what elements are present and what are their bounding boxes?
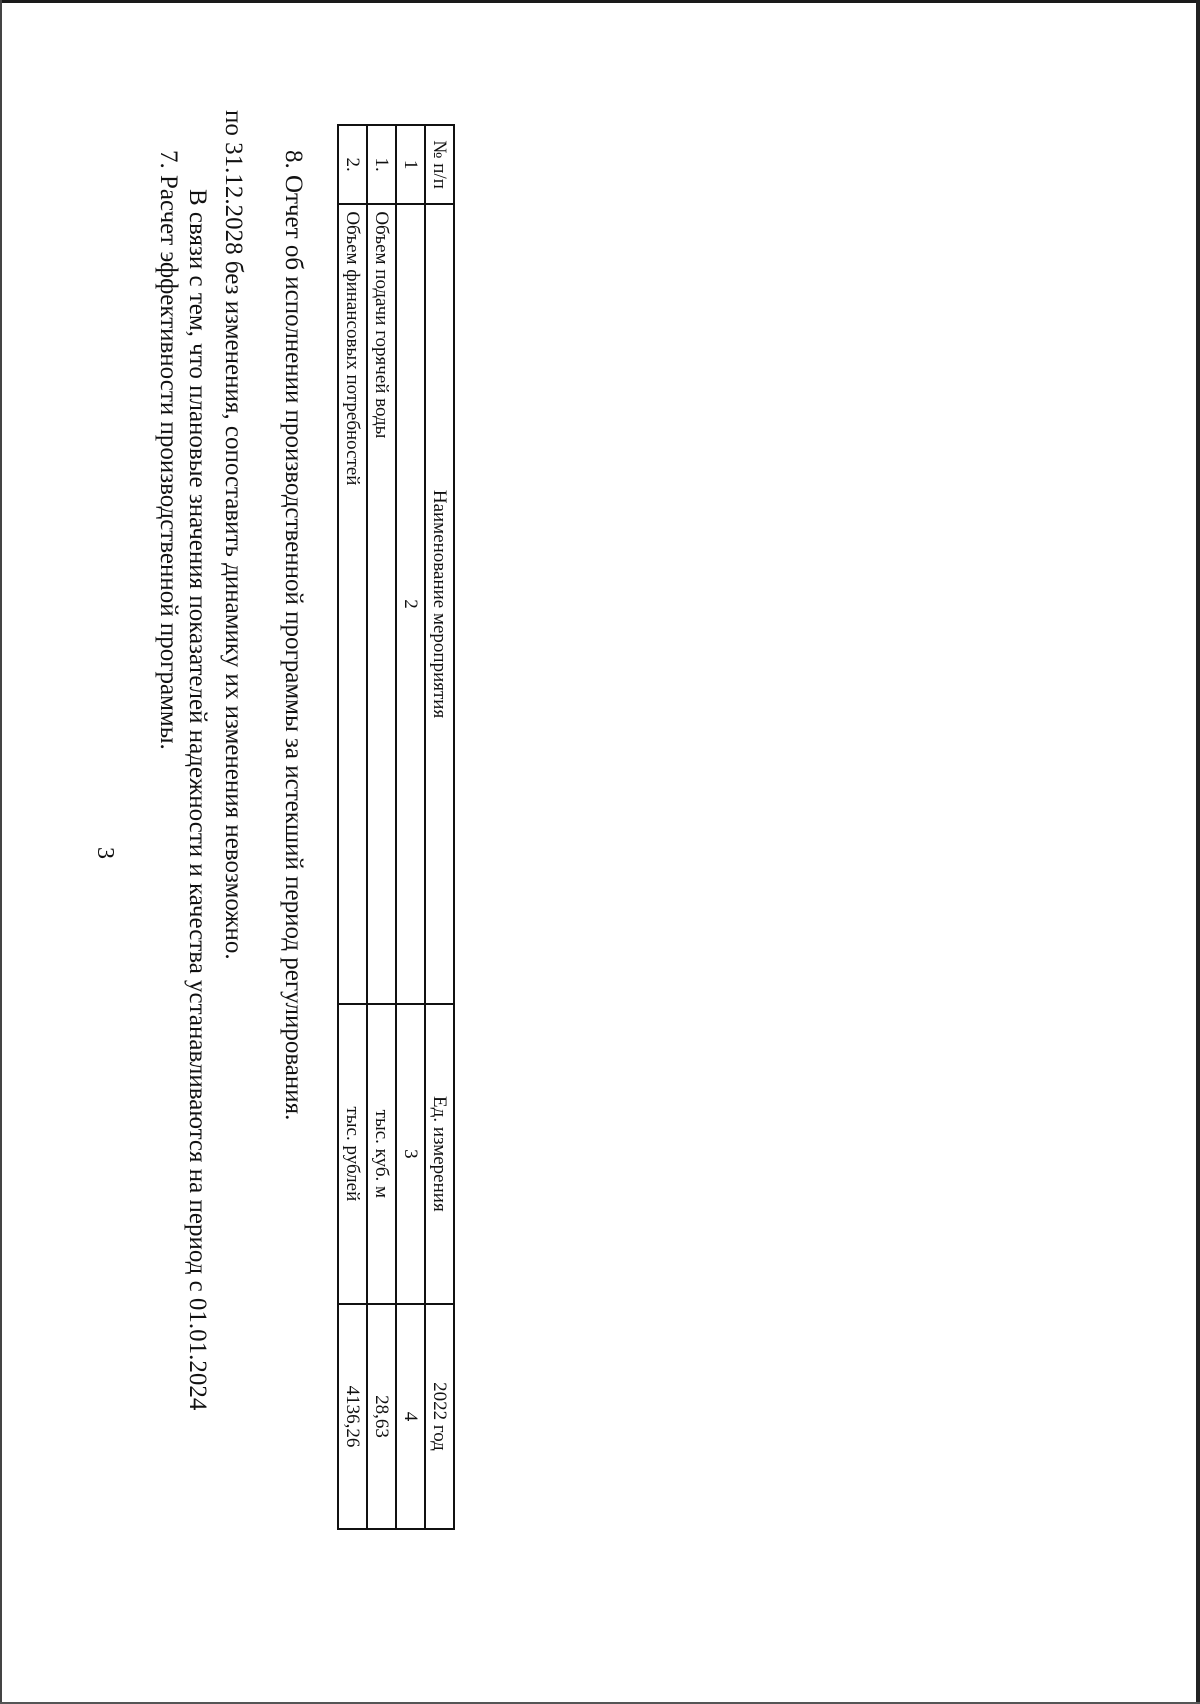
row-name-cell: Объем финансовых потребностей <box>338 204 367 1003</box>
row-value-cell: 4136,26 <box>338 1304 367 1529</box>
header-cell-num: № п/п <box>425 125 454 204</box>
section8-title: 8. Отчет об исполнении производственной программы за истекший период регулирования. <box>280 150 307 1121</box>
rotated-page-content <box>92 62 460 1642</box>
table-header-row <box>425 125 454 1529</box>
row-value-cell: 28,63 <box>367 1304 396 1529</box>
table-row <box>338 125 367 1529</box>
scan-edge-left <box>0 0 2 1704</box>
section7-title: 7. Расчет эффективности производственной программы. <box>155 150 182 750</box>
column-number-cell: 2 <box>396 204 425 1003</box>
header-cell-year: 2022 год <box>425 1304 454 1529</box>
row-unit-cell: тыс. куб. м <box>367 1004 396 1304</box>
column-number-cell: 1 <box>396 125 425 204</box>
header-cell-unit: Ед. измерения <box>425 1004 454 1304</box>
table-column-number-row <box>396 125 425 1529</box>
row-unit-cell: тыс. рублей <box>338 1004 367 1304</box>
row-name-cell: Объем подачи горячей воды <box>367 204 396 1003</box>
column-number-cell: 4 <box>396 1304 425 1529</box>
column-number-cell: 3 <box>396 1004 425 1304</box>
scan-edge-right <box>1196 0 1200 1704</box>
row-num-cell: 2. <box>338 125 367 204</box>
table-row <box>367 125 396 1529</box>
report-table <box>337 124 455 1530</box>
scan-edge-top <box>0 0 1200 3</box>
header-cell-name: Наименование мероприятия <box>425 204 454 1003</box>
page-number: 3 <box>92 847 118 859</box>
section7-paragraph-line2: по 31.12.2028 без изменения, сопоставить динамику их изменения невозможно. <box>220 110 247 960</box>
row-num-cell: 1. <box>367 125 396 204</box>
section7-paragraph-line1: В связи с тем, что плановые значения показателей надежности и качества устанавливаются на период с 01.01.2024 <box>184 189 211 1411</box>
